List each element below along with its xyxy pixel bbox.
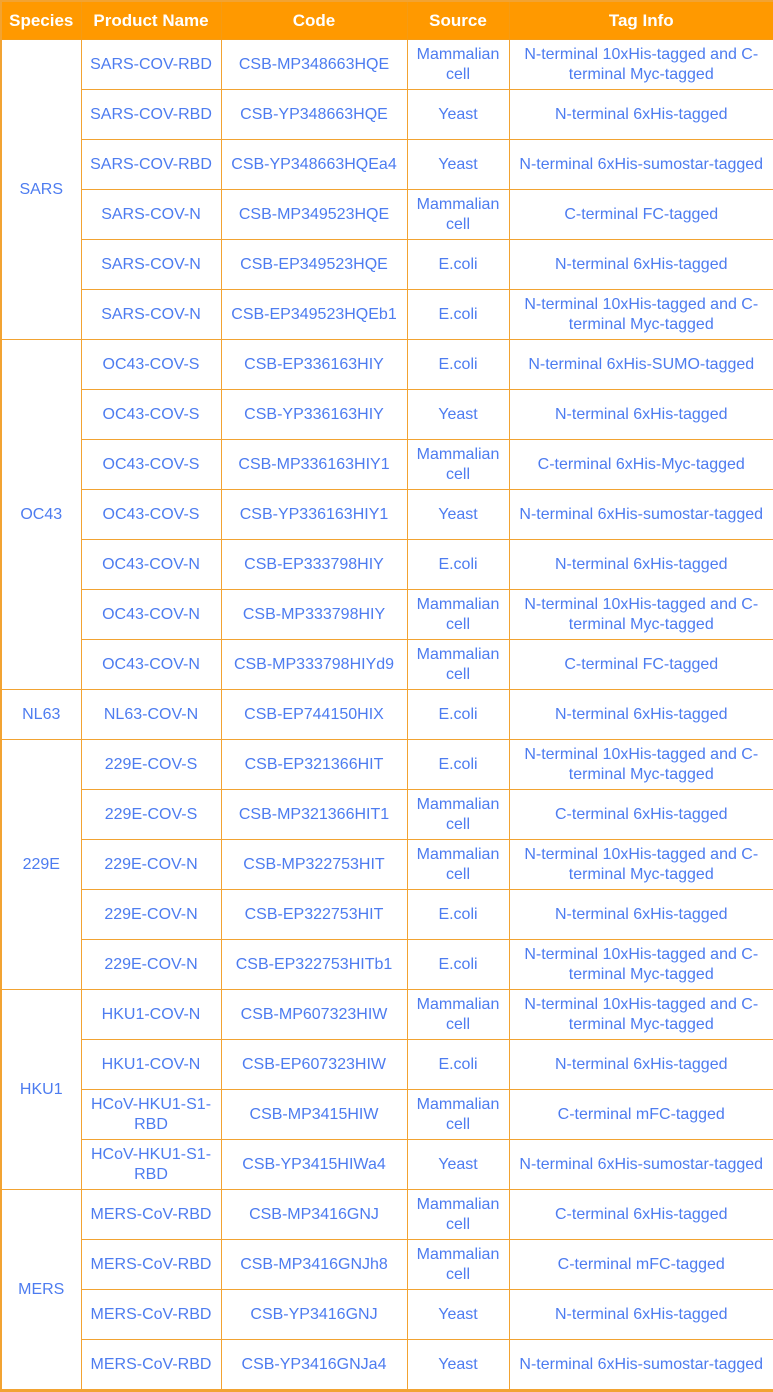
table-row [1, 1040, 773, 1090]
product-name-cell: SARS-COV-N [81, 190, 221, 240]
tag-info-cell: N-terminal 6xHis-tagged [509, 240, 773, 290]
source-cell: Yeast [407, 140, 509, 190]
code-link[interactable]: CSB-MP3416GNJ [221, 1190, 407, 1240]
product-name-cell: MERS-CoV-RBD [81, 1190, 221, 1240]
tag-info-cell: N-terminal 10xHis-tagged and C-terminal Myc-tagged [509, 290, 773, 340]
species-cell: MERS [1, 1190, 81, 1391]
product-name-cell: 229E-COV-N [81, 890, 221, 940]
tag-info-cell: C-terminal mFC-tagged [509, 1240, 773, 1290]
header-source: Source [407, 1, 509, 40]
product-name-cell: 229E-COV-S [81, 740, 221, 790]
tag-info-cell: C-terminal 6xHis-Myc-tagged [509, 440, 773, 490]
source-cell: Mammalian cell [407, 590, 509, 640]
table-row [1, 690, 773, 740]
product-name-cell: SARS-COV-RBD [81, 140, 221, 190]
product-name-cell: SARS-COV-N [81, 240, 221, 290]
source-cell: Yeast [407, 390, 509, 440]
table-row [1, 440, 773, 490]
source-cell: E.coli [407, 240, 509, 290]
product-name-cell: OC43-COV-S [81, 390, 221, 440]
code-link[interactable]: CSB-YP336163HIY1 [221, 490, 407, 540]
code-link[interactable]: CSB-EP744150HIX [221, 690, 407, 740]
table-row [1, 1190, 773, 1240]
source-cell: E.coli [407, 1040, 509, 1090]
product-name-cell: SARS-COV-RBD [81, 40, 221, 90]
tag-info-cell: C-terminal FC-tagged [509, 640, 773, 690]
code-link[interactable]: CSB-EP333798HIY [221, 540, 407, 590]
code-link[interactable]: CSB-YP348663HQE [221, 90, 407, 140]
code-link[interactable]: CSB-MP607323HIW [221, 990, 407, 1040]
tag-info-cell: N-terminal 10xHis-tagged and C-terminal Myc-tagged [509, 990, 773, 1040]
code-link[interactable]: CSB-MP336163HIY1 [221, 440, 407, 490]
code-link[interactable]: CSB-EP336163HIY [221, 340, 407, 390]
table-row [1, 240, 773, 290]
product-name-cell: 229E-COV-N [81, 940, 221, 990]
code-link[interactable]: CSB-MP322753HIT [221, 840, 407, 890]
table-row [1, 590, 773, 640]
product-name-cell: HKU1-COV-N [81, 990, 221, 1040]
table-row [1, 1240, 773, 1290]
code-link[interactable]: CSB-EP322753HITb1 [221, 940, 407, 990]
product-name-cell: OC43-COV-N [81, 540, 221, 590]
tag-info-cell: N-terminal 6xHis-sumostar-tagged [509, 490, 773, 540]
product-name-cell: OC43-COV-S [81, 440, 221, 490]
table-row [1, 990, 773, 1040]
table-body [1, 40, 773, 1391]
product-name-cell: HCoV-HKU1-S1-RBD [81, 1090, 221, 1140]
table-row [1, 740, 773, 790]
table-row [1, 340, 773, 390]
source-cell: Mammalian cell [407, 840, 509, 890]
code-link[interactable]: CSB-MP333798HIY [221, 590, 407, 640]
tag-info-cell: N-terminal 6xHis-tagged [509, 690, 773, 740]
source-cell: Mammalian cell [407, 990, 509, 1040]
table-row [1, 40, 773, 90]
tag-info-cell: C-terminal 6xHis-tagged [509, 1190, 773, 1240]
code-link[interactable]: CSB-EP607323HIW [221, 1040, 407, 1090]
source-cell: E.coli [407, 340, 509, 390]
product-name-cell: MERS-CoV-RBD [81, 1240, 221, 1290]
header-product-name: Product Name [81, 1, 221, 40]
product-name-cell: MERS-CoV-RBD [81, 1340, 221, 1391]
source-cell: Mammalian cell [407, 640, 509, 690]
tag-info-cell: N-terminal 10xHis-tagged and C-terminal Myc-tagged [509, 590, 773, 640]
source-cell: E.coli [407, 290, 509, 340]
tag-info-cell: C-terminal mFC-tagged [509, 1090, 773, 1140]
code-link[interactable]: CSB-MP3415HIW [221, 1090, 407, 1140]
tag-info-cell: N-terminal 10xHis-tagged and C-terminal Myc-tagged [509, 940, 773, 990]
product-name-cell: 229E-COV-S [81, 790, 221, 840]
product-name-cell: 229E-COV-N [81, 840, 221, 890]
table-row [1, 790, 773, 840]
table-row [1, 640, 773, 690]
tag-info-cell: N-terminal 6xHis-sumostar-tagged [509, 1140, 773, 1190]
table-row [1, 840, 773, 890]
table-row [1, 1140, 773, 1190]
species-cell: SARS [1, 40, 81, 340]
source-cell: Yeast [407, 490, 509, 540]
table-row [1, 390, 773, 440]
header-tag-info: Tag Info [509, 1, 773, 40]
species-cell: NL63 [1, 690, 81, 740]
tag-info-cell: N-terminal 10xHis-tagged and C-terminal Myc-tagged [509, 840, 773, 890]
tag-info-cell: N-terminal 6xHis-sumostar-tagged [509, 1340, 773, 1391]
tag-info-cell: N-terminal 6xHis-tagged [509, 1290, 773, 1340]
product-name-cell: SARS-COV-N [81, 290, 221, 340]
code-link[interactable]: CSB-MP333798HIYd9 [221, 640, 407, 690]
table-row [1, 140, 773, 190]
source-cell: E.coli [407, 940, 509, 990]
code-link[interactable]: CSB-EP321366HIT [221, 740, 407, 790]
source-cell: Mammalian cell [407, 790, 509, 840]
product-name-cell: SARS-COV-RBD [81, 90, 221, 140]
code-link[interactable]: CSB-MP349523HQE [221, 190, 407, 240]
species-cell: HKU1 [1, 990, 81, 1190]
product-name-cell: NL63-COV-N [81, 690, 221, 740]
product-name-cell: OC43-COV-S [81, 340, 221, 390]
source-cell: Yeast [407, 1290, 509, 1340]
table-row [1, 540, 773, 590]
product-name-cell: OC43-COV-N [81, 590, 221, 640]
code-link[interactable]: CSB-YP3415HIWa4 [221, 1140, 407, 1190]
species-cell: OC43 [1, 340, 81, 690]
product-name-cell: HKU1-COV-N [81, 1040, 221, 1090]
tag-info-cell: N-terminal 6xHis-tagged [509, 90, 773, 140]
source-cell: E.coli [407, 890, 509, 940]
code-link[interactable]: CSB-EP349523HQEb1 [221, 290, 407, 340]
product-name-cell: OC43-COV-S [81, 490, 221, 540]
source-cell: E.coli [407, 540, 509, 590]
tag-info-cell: N-terminal 6xHis-tagged [509, 390, 773, 440]
source-cell: E.coli [407, 690, 509, 740]
source-cell: Mammalian cell [407, 1090, 509, 1140]
source-cell: E.coli [407, 740, 509, 790]
table-row [1, 190, 773, 240]
tag-info-cell: C-terminal FC-tagged [509, 190, 773, 240]
source-cell: Mammalian cell [407, 1240, 509, 1290]
table-row [1, 1340, 773, 1391]
code-link[interactable]: CSB-MP321366HIT1 [221, 790, 407, 840]
header-species: Species [1, 1, 81, 40]
code-link[interactable]: CSB-YP3416GNJ [221, 1290, 407, 1340]
header-code: Code [221, 1, 407, 40]
table-row [1, 290, 773, 340]
table-row [1, 940, 773, 990]
tag-info-cell: N-terminal 10xHis-tagged and C-terminal Myc-tagged [509, 740, 773, 790]
product-name-cell: MERS-CoV-RBD [81, 1290, 221, 1340]
source-cell: Mammalian cell [407, 1190, 509, 1240]
table-row [1, 1290, 773, 1340]
code-link[interactable]: CSB-EP349523HQE [221, 240, 407, 290]
source-cell: Mammalian cell [407, 440, 509, 490]
tag-info-cell: C-terminal 6xHis-tagged [509, 790, 773, 840]
header-row [1, 1, 773, 40]
code-link[interactable]: CSB-YP3416GNJa4 [221, 1340, 407, 1391]
source-cell: Yeast [407, 90, 509, 140]
source-cell: Yeast [407, 1140, 509, 1190]
code-link[interactable]: CSB-YP348663HQEa4 [221, 140, 407, 190]
tag-info-cell: N-terminal 6xHis-tagged [509, 1040, 773, 1090]
source-cell: Yeast [407, 1340, 509, 1391]
table-header [1, 1, 773, 40]
tag-info-cell: N-terminal 6xHis-sumostar-tagged [509, 140, 773, 190]
tag-info-cell: N-terminal 10xHis-tagged and C-terminal Myc-tagged [509, 40, 773, 90]
source-cell: Mammalian cell [407, 190, 509, 240]
code-link[interactable]: CSB-MP3416GNJh8 [221, 1240, 407, 1290]
species-cell: 229E [1, 740, 81, 990]
table-row [1, 890, 773, 940]
product-name-cell: HCoV-HKU1-S1-RBD [81, 1140, 221, 1190]
table-row [1, 90, 773, 140]
table-row [1, 1090, 773, 1140]
source-cell: Mammalian cell [407, 40, 509, 90]
code-link[interactable]: CSB-MP348663HQE [221, 40, 407, 90]
tag-info-cell: N-terminal 6xHis-tagged [509, 540, 773, 590]
table-row [1, 490, 773, 540]
code-link[interactable]: CSB-YP336163HIY [221, 390, 407, 440]
code-link[interactable]: CSB-EP322753HIT [221, 890, 407, 940]
tag-info-cell: N-terminal 6xHis-tagged [509, 890, 773, 940]
tag-info-cell: N-terminal 6xHis-SUMO-tagged [509, 340, 773, 390]
product-name-cell: OC43-COV-N [81, 640, 221, 690]
